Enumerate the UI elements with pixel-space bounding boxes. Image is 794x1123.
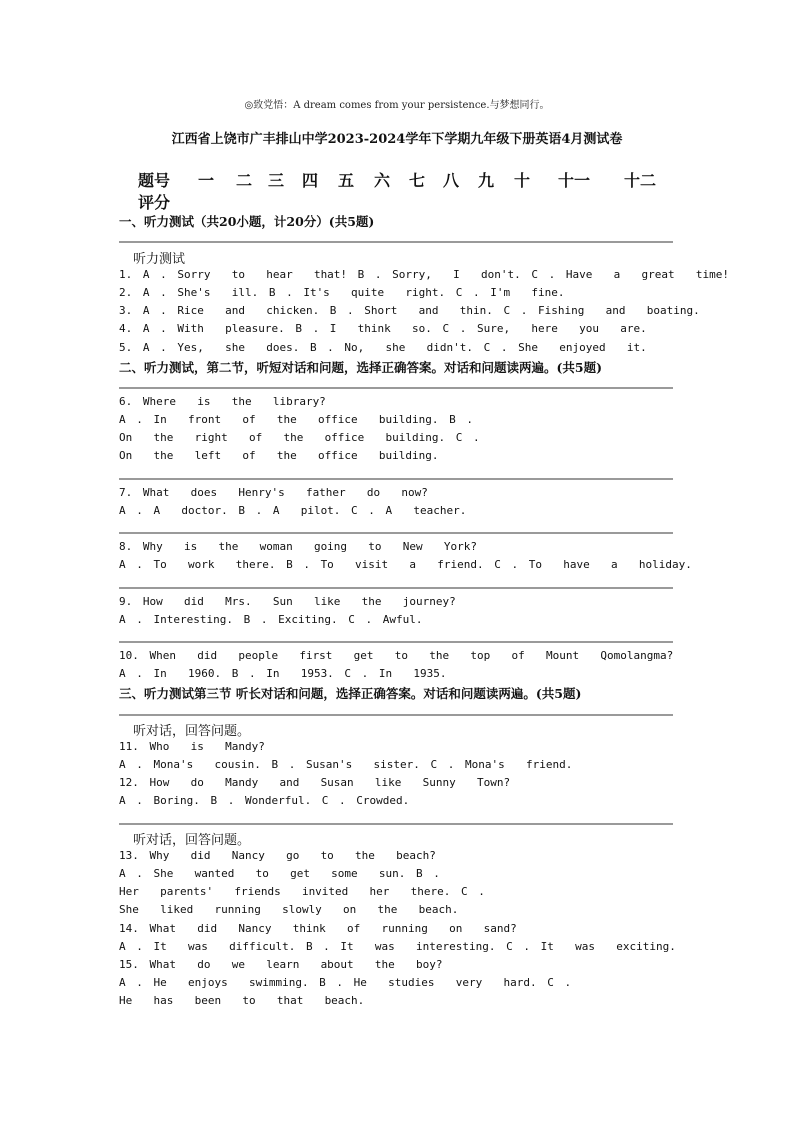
question-9-options: A . Interesting. B . Exciting. C . Awful. xyxy=(119,613,423,626)
question-14: 14. What did Nancy think of running on sand? xyxy=(119,922,517,935)
score-col-2: 二 xyxy=(236,171,253,190)
question-4: 4. A . With pleasure. B . I think so. C . Sure, here you are. xyxy=(119,322,647,335)
question-7-options: A . A doctor. B . A pilot. C . A teacher. xyxy=(119,504,467,517)
section-3-subheading: 听对话，回答问题。 xyxy=(133,724,251,739)
question-6-option-line: On the left of the office building. xyxy=(119,449,439,462)
section-1-heading: 一、听力测试（共20小题，计20分）(共5题) xyxy=(119,214,375,229)
motto-line: ◎致党悟：A dream comes from your persistence.与梦想同行。 xyxy=(244,100,550,111)
question-10-options: A . In 1960. B . In 1953. C . In 1935. xyxy=(119,667,447,680)
section-2-heading: 二、听力测试，第二节，听短对话和问题，选择正确答案。对话和问题读两遍。(共5题) xyxy=(119,360,603,375)
question-8: 8. Why is the woman going to New York? xyxy=(119,540,478,553)
section-divider xyxy=(119,641,673,643)
question-12: 12. How do Mandy and Susan like Sunny Town? xyxy=(119,776,511,789)
score-col-12: 十二 xyxy=(624,171,657,190)
question-13-option-line: She liked running slowly on the beach. xyxy=(119,903,459,916)
question-15: 15. What do we learn about the boy? xyxy=(119,958,443,971)
section-1-subheading: 听力测试 xyxy=(133,252,186,267)
section-3-subheading: 听对话，回答问题。 xyxy=(133,833,251,848)
question-7: 7. What does Henry's father do now? xyxy=(119,486,428,499)
question-3: 3. A . Rice and chicken. B . Short and thin. C . Fishing and boating. xyxy=(119,304,700,317)
question-8-options: A . To work there. B . To visit a friend. C . To have a holiday. xyxy=(119,558,692,571)
score-col-6: 六 xyxy=(374,171,391,190)
question-13: 13. Why did Nancy go to the beach? xyxy=(119,849,436,862)
score-table-header-label: 题号 xyxy=(138,171,171,190)
score-col-9: 九 xyxy=(478,171,495,190)
question-14-options: A . It was difficult. B . It was interesting. C . It was exciting. xyxy=(119,940,676,953)
question-6-option-line: A . In front of the office building. B . xyxy=(119,413,474,426)
score-col-8: 八 xyxy=(443,171,460,190)
score-col-7: 七 xyxy=(409,171,426,190)
section-3-heading: 三、听力测试第三节 听长对话和问题，选择正确答案。对话和问题读两遍。(共5题) xyxy=(119,686,582,701)
question-10: 10. When did people first get to the top of Mount Qomolangma? xyxy=(119,649,674,662)
section-divider xyxy=(119,714,673,716)
section-divider xyxy=(119,823,673,825)
question-15-option-line: He has been to that beach. xyxy=(119,994,365,1007)
question-1: 1. A . Sorry to hear that! B . Sorry, I don't. C . Have a great time! xyxy=(119,268,729,281)
section-divider xyxy=(119,478,673,480)
question-6-option-line: On the right of the office building. C . xyxy=(119,431,480,444)
score-table-header-row xyxy=(138,168,668,190)
section-divider xyxy=(119,387,673,389)
score-col-10: 十 xyxy=(514,171,531,190)
question-13-option-line: Her parents' friends invited her there. C . xyxy=(119,885,485,898)
question-12-options: A . Boring. B . Wonderful. C . Crowded. xyxy=(119,794,410,807)
question-11-options: A . Mona's cousin. B . Susan's sister. C . Mona's friend. xyxy=(119,758,573,771)
score-col-11: 十一 xyxy=(558,171,591,190)
section-divider xyxy=(119,587,673,589)
question-6: 6. Where is the library? xyxy=(119,395,326,408)
question-9: 9. How did Mrs. Sun like the journey? xyxy=(119,595,456,608)
question-13-option-line: A . She wanted to get some sun. B . xyxy=(119,867,440,880)
question-5: 5. A . Yes, she does. B . No, she didn't. C . She enjoyed it. xyxy=(119,341,647,354)
question-2: 2. A . She's ill. B . It's quite right. C . I'm fine. xyxy=(119,286,565,299)
section-divider xyxy=(119,532,673,534)
score-col-1: 一 xyxy=(198,171,215,190)
score-table-row-label: 评分 xyxy=(138,193,171,212)
score-col-4: 四 xyxy=(302,171,319,190)
score-col-3: 三 xyxy=(268,171,285,190)
section-divider xyxy=(119,241,673,243)
question-11: 11. Who is Mandy? xyxy=(119,740,265,753)
score-col-5: 五 xyxy=(338,171,355,190)
question-15-option-line: A . He enjoys swimming. B . He studies very hard. C . xyxy=(119,976,572,989)
exam-title: 江西省上饶市广丰排山中学2023-2024学年下学期九年级下册英语4月测试卷 xyxy=(171,132,623,147)
